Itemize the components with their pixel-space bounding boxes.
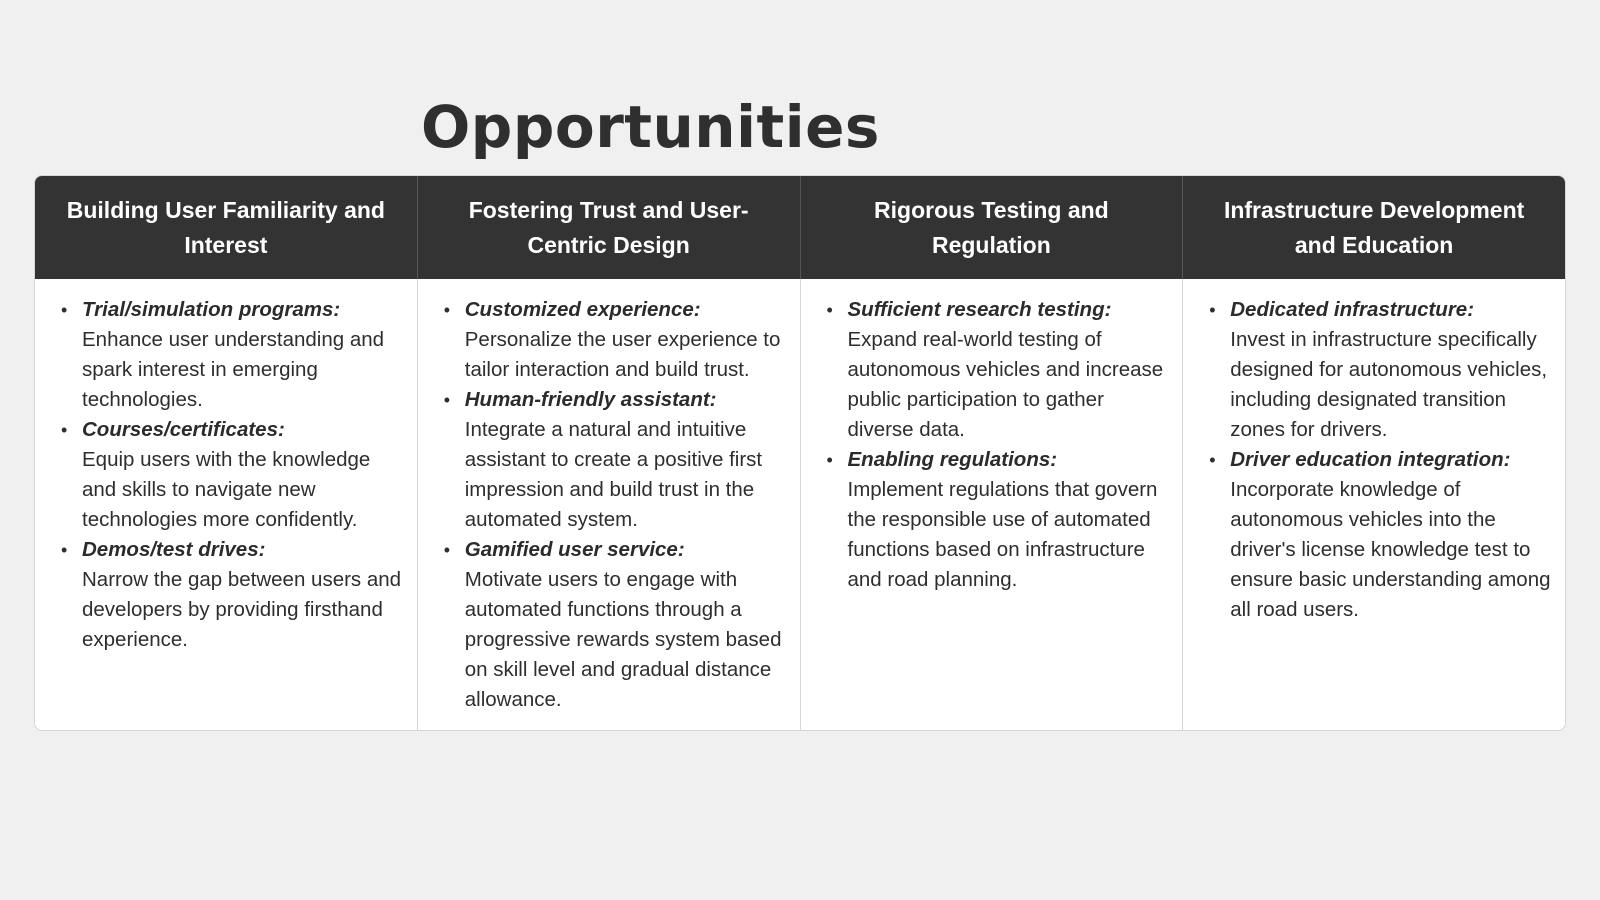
column-body-trust-design: [417, 279, 800, 730]
bullet-icon: •: [61, 420, 68, 440]
bullet-text: Enhance user understanding and spark interest in emerging technologies.: [82, 328, 385, 411]
bullet-list: [61, 295, 403, 655]
list-item: [61, 535, 403, 655]
bullet-title: Driver education integration:: [1230, 448, 1511, 471]
bullet-text: Integrate a natural and intuitive assistant to create a positive first impression and build trust in the automated system.: [464, 418, 763, 531]
bullet-list: [1209, 295, 1551, 625]
list-item: [61, 295, 403, 415]
bullet-icon: •: [1209, 300, 1216, 320]
opportunities-table: [34, 175, 1566, 731]
list-item: [444, 535, 786, 715]
bullet-icon: •: [1209, 450, 1216, 470]
bullet-icon: •: [443, 540, 451, 560]
bullet-title: Courses/certificates:: [82, 418, 285, 441]
bullet-text: Equip users with the knowledge and skills to navigate new technologies more confidently.: [82, 448, 371, 531]
table-body-row: [35, 279, 1565, 730]
bullet-list: [827, 295, 1169, 595]
column-header-user-familiarity: Building User Familiarity and Interest: [66, 196, 385, 258]
bullet-title: Dedicated infrastructure:: [1230, 298, 1475, 321]
bullet-title: Demos/test drives:: [82, 538, 266, 561]
list-item: [444, 385, 786, 535]
bullet-icon: •: [61, 540, 68, 560]
list-item: [444, 295, 786, 385]
bullet-text: Incorporate knowledge of autonomous vehicles into the driver's license knowledge test to ensure basic understanding among all road users.: [1230, 478, 1551, 621]
bullet-text: Narrow the gap between users and developers by providing firsthand experience.: [82, 568, 402, 651]
bullet-icon: •: [61, 300, 68, 320]
bullet-text: Implement regulations that govern the responsible use of automated functions based on infrastructure and road planning.: [847, 478, 1158, 591]
bullet-title: Sufficient research testing:: [847, 298, 1112, 321]
column-header-testing-regulation: Rigorous Testing and Regulation: [800, 176, 1183, 279]
list-item: [827, 295, 1169, 445]
bullet-title: Customized experience:: [464, 298, 701, 321]
bullet-icon: •: [826, 300, 833, 320]
bullet-text: Invest in infrastructure specifically designed for autonomous vehicles, including designated transition zones for drivers.: [1230, 328, 1548, 441]
list-item: [827, 445, 1169, 595]
bullet-list: [444, 295, 786, 715]
bullet-text: Expand real-world testing of autonomous vehicles and increase public participation to gather diverse data.: [847, 328, 1164, 441]
column-header-infrastructure-education: Infrastructure Development and Education: [1182, 176, 1565, 279]
bullet-title: Human-friendly assistant:: [464, 388, 717, 411]
bullet-icon: •: [443, 300, 451, 320]
bullet-title: Trial/simulation programs:: [82, 298, 341, 321]
list-item: [1209, 445, 1551, 625]
bullet-title: Enabling regulations:: [847, 448, 1058, 471]
bullet-icon: •: [443, 390, 451, 410]
column-body-user-familiarity: [35, 279, 417, 730]
column-body-infrastructure-education: [1182, 279, 1565, 730]
bullet-title: Gamified user service:: [464, 538, 685, 561]
column-header-trust-design: Fostering Trust and User-Centric Design: [417, 176, 800, 279]
column-body-testing-regulation: [800, 279, 1183, 730]
bullet-icon: •: [826, 450, 833, 470]
bullet-text: Personalize the user experience to tailor interaction and build trust.: [464, 328, 781, 381]
page-title: Opportunities: [421, 93, 880, 161]
table-header-row: [35, 176, 1565, 279]
list-item: [1209, 295, 1551, 445]
bullet-text: Motivate users to engage with automated functions through a progressive rewards system based on skill level and gradual distance allowance.: [464, 568, 782, 711]
list-item: [61, 415, 403, 535]
